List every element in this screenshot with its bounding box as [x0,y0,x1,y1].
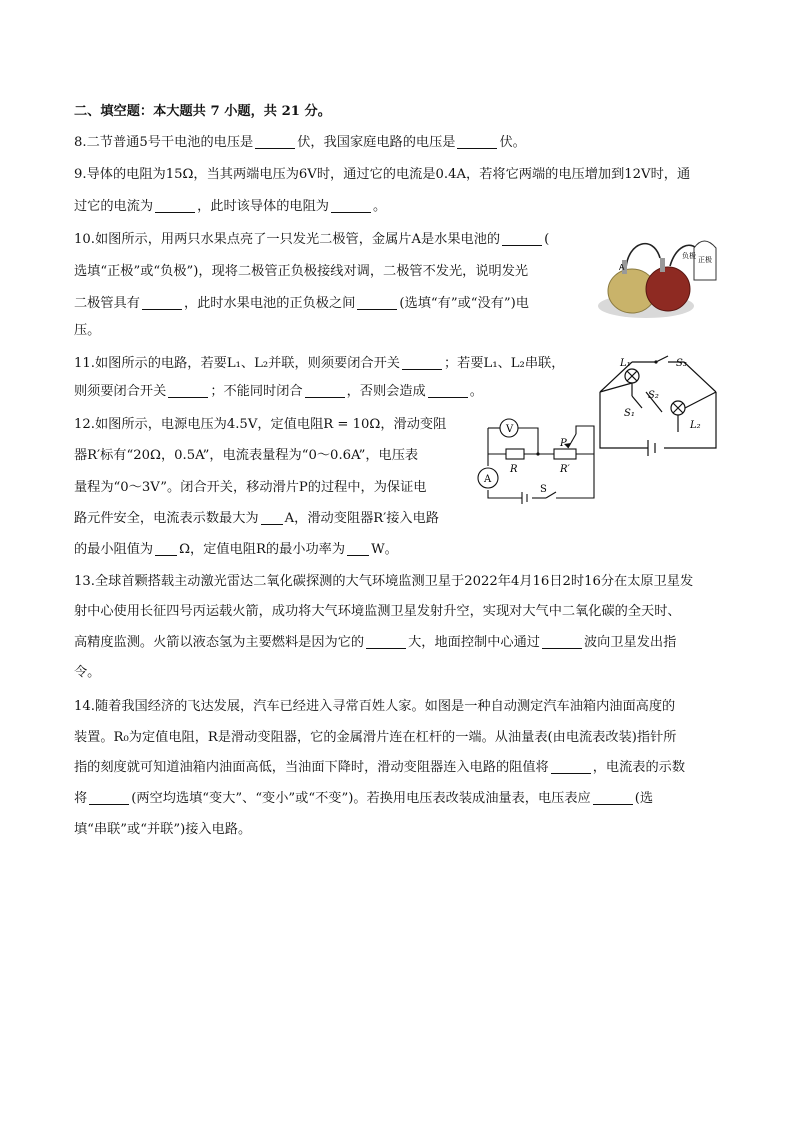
label-L1: L₁ [620,358,631,369]
question-9-line2: 过它的电流为 ，此时该导体的电阻为 。 [74,199,387,214]
question-14-line3: 指的刻度就可知道油箱内油面高低，当油面下降时，滑动变阻器连入电路的阻值将 ，电流表的示数 [74,760,686,775]
answer-blank[interactable] [89,790,129,805]
label-S3: S₃ [676,358,687,369]
answer-blank[interactable] [168,383,208,398]
answer-blank[interactable] [331,198,371,213]
question-10-line4: 压。 [74,323,101,338]
question-12-line1: 12.如图所示，电源电压为4.5V，定值电阻R = 10Ω，滑动变阻 [74,417,447,432]
circuit-figure-12 [476,414,602,510]
question-14-line4: 将 (两空均选填“变大”、“变小”或“不变”)。若换用电压表改装成油量表，电压表应 (选 [74,791,654,806]
question-12-line3: 量程为“0～3V”。闭合开关，移动滑片P的过程中，为保证电 [74,480,427,495]
label-positive: 正极 [698,256,712,264]
question-12-line5: 的最小阻值为 Ω，定值电阻R的最小功率为 W。 [74,542,398,557]
label-negative: 负极 [682,252,696,260]
answer-blank[interactable] [305,383,345,398]
label-A: A [484,474,492,485]
answer-blank[interactable] [457,134,497,149]
section-heading: 二、填空题：本大题共 7 小题，共 21 分。 [74,104,331,119]
answer-blank[interactable] [402,355,442,370]
answer-blank[interactable] [255,134,295,149]
question-12-line4: 路元件安全，电流表示数最大为 A，滑动变阻器R′接入电路 [74,511,439,526]
question-14-line1: 14.随着我国经济的飞达发展，汽车已经进入寻常百姓人家。如图是一种自动测定汽车油箱内油面高度的 [74,699,676,714]
label-Rprime: R′ [560,464,570,475]
question-13-line4: 令。 [74,665,101,680]
label-L2: L₂ [690,420,701,431]
label-A: A [619,263,625,272]
answer-blank[interactable] [542,634,582,649]
answer-blank[interactable] [366,634,406,649]
question-10-line1: 10.如图所示，用两只水果点亮了一只发光二极管，金属片A是水果电池的 ( [74,232,550,247]
question-13-line1: 13.全球首颗搭载主动激光雷达二氧化碳探测的大气环境监测卫星于2022年4月16日2时16分在太原卫星发 [74,574,694,589]
answer-blank[interactable] [551,759,591,774]
question-14-line2: 装置。R₀为定值电阻，R是滑动变阻器，它的金属滑片连在杠杆的一端。从油量表(由电流表改装)指针所 [74,730,677,745]
answer-blank[interactable] [155,541,177,556]
circuit-figure-11 [598,352,720,470]
question-10-line2: 选填“正极”或“负极”)，现将二极管正负极接线对调，二极管不发光，说明发光 [74,264,529,279]
question-12-line2: 器R′标有“20Ω，0.5A”，电流表量程为“0～0.6A”，电压表 [74,448,419,463]
question-8: 8.二节普通5号干电池的电压是 伏，我国家庭电路的电压是 伏。 [74,135,526,150]
label-V: V [506,424,514,435]
label-S2: S₂ [648,390,659,401]
question-9-line1: 9.导体的电阻为15Ω，当其两端电压为6V时，通过它的电流是0.4A，若将它两端的电压增加到12V时，通 [74,167,691,182]
answer-blank[interactable] [593,790,633,805]
label-S: S [540,484,547,495]
answer-blank[interactable] [155,198,195,213]
label-P: P [560,438,567,449]
question-13-line3: 高精度监测。火箭以液态氢为主要燃料是因为它的 大，地面控制中心通过 波向卫星发出指 [74,635,677,650]
question-11-line2: 则须要闭合开关 ；不能同时闭合 ，否则会造成 。 [74,384,483,399]
label-R: R [510,464,518,475]
answer-blank[interactable] [261,510,283,525]
answer-blank[interactable] [347,541,369,556]
answer-blank[interactable] [428,383,468,398]
question-13-line2: 射中心使用长征四号丙运载火箭，成功将大气环境监测卫星发射升空，实现对大气中二氧化碳的全天时、 [74,604,681,619]
answer-blank[interactable] [142,295,182,310]
question-11-line1: 11.如图所示的电路，若要L₁、L₂并联，则须要闭合开关 ；若要L₁、L₂串联， [74,356,565,371]
question-10-line3: 二极管具有 ，此时水果电池的正负极之间 (选填“有”或“没有”)电 [74,296,529,311]
answer-blank[interactable] [357,295,397,310]
fruit-battery-figure [598,228,722,320]
label-S1: S₁ [624,408,635,419]
answer-blank[interactable] [502,231,542,246]
question-14-line5: 填“串联”或“并联”)接入电路。 [74,822,252,837]
